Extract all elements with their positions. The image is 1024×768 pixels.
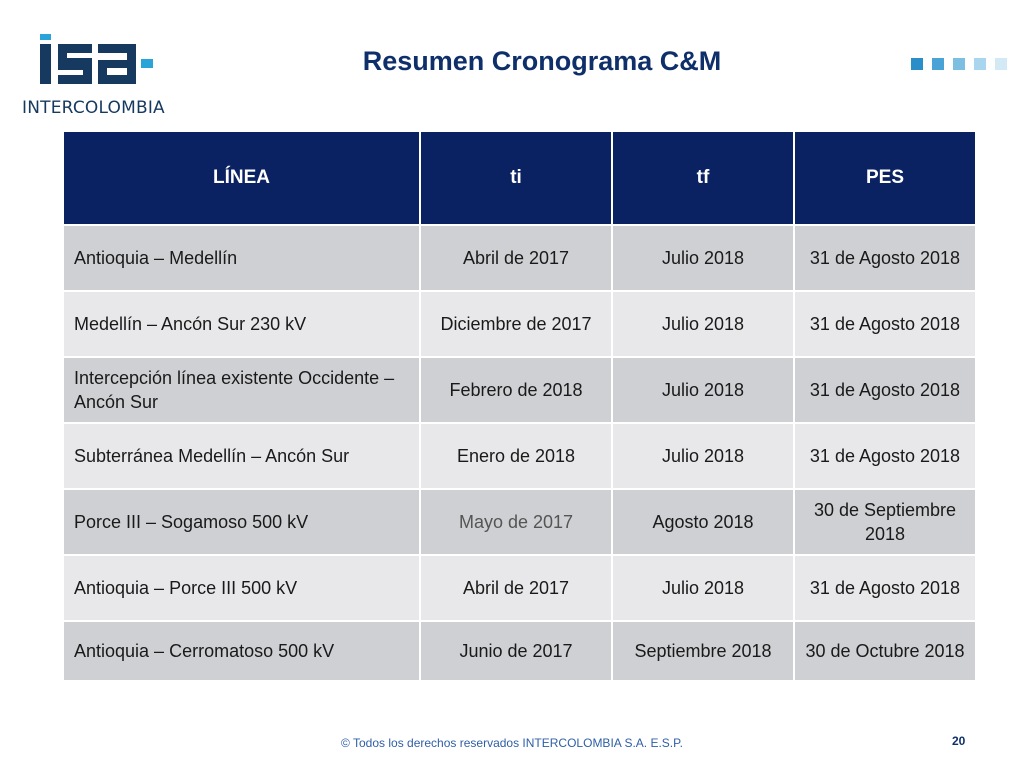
table-row: [63, 489, 976, 555]
table-row: [63, 225, 976, 291]
cell-tf: Julio 2018: [612, 555, 794, 621]
cell-ti: Junio de 2017: [420, 621, 612, 681]
cell-pes: 30 de Septiembre 2018: [794, 489, 976, 555]
header-pes: PES: [794, 131, 976, 225]
cell-linea: Antioquia – Medellín: [63, 225, 420, 291]
footer-copyright: © Todos los derechos reservados INTERCOLOMBIA S.A. E.S.P.: [341, 736, 683, 750]
page-title: Resumen Cronograma C&M: [362, 46, 722, 76]
cell-linea: Porce III – Sogamoso 500 kV: [63, 489, 420, 555]
cell-tf: Julio 2018: [612, 357, 794, 423]
cell-pes: 31 de Agosto 2018: [794, 555, 976, 621]
cell-ti: Febrero de 2018: [420, 357, 612, 423]
table-row: [63, 423, 976, 489]
page-number: 20: [952, 734, 966, 748]
logo-subtitle: INTERCOLOMBIA: [22, 98, 165, 118]
table-header-row: [63, 131, 976, 225]
square-icon: [953, 58, 965, 70]
header-tf: tf: [612, 131, 794, 225]
cell-tf: Julio 2018: [612, 291, 794, 357]
cell-ti: Abril de 2017: [420, 225, 612, 291]
schedule-table: [62, 130, 977, 682]
cell-tf: Septiembre 2018: [612, 621, 794, 681]
cell-pes: 31 de Agosto 2018: [794, 357, 976, 423]
square-icon: [995, 58, 1007, 70]
header-linea: LÍNEA: [63, 131, 420, 225]
decorative-squares: [911, 58, 1007, 70]
cell-linea: Antioquia – Cerromatoso 500 kV: [63, 621, 420, 681]
cell-linea: Medellín – Ancón Sur 230 kV: [63, 291, 420, 357]
square-icon: [932, 58, 944, 70]
table-row: [63, 291, 976, 357]
cell-linea: Intercepción línea existente Occidente – Ancón Sur: [63, 357, 420, 423]
cell-pes: 31 de Agosto 2018: [794, 225, 976, 291]
table-row: [63, 357, 976, 423]
cell-linea: Antioquia – Porce III 500 kV: [63, 555, 420, 621]
cell-tf: Julio 2018: [612, 423, 794, 489]
cell-pes: 31 de Agosto 2018: [794, 423, 976, 489]
table-row: [63, 621, 976, 681]
cell-linea: Subterránea Medellín – Ancón Sur: [63, 423, 420, 489]
square-icon: [911, 58, 923, 70]
cell-tf: Julio 2018: [612, 225, 794, 291]
cell-pes: 31 de Agosto 2018: [794, 291, 976, 357]
cell-tf: Agosto 2018: [612, 489, 794, 555]
cell-ti: Mayo de 2017: [420, 489, 612, 555]
cell-ti: Enero de 2018: [420, 423, 612, 489]
header-ti: ti: [420, 131, 612, 225]
square-icon: [974, 58, 986, 70]
cell-ti: Diciembre de 2017: [420, 291, 612, 357]
cell-pes: 30 de Octubre 2018: [794, 621, 976, 681]
table-row: [63, 555, 976, 621]
cell-ti: Abril de 2017: [420, 555, 612, 621]
